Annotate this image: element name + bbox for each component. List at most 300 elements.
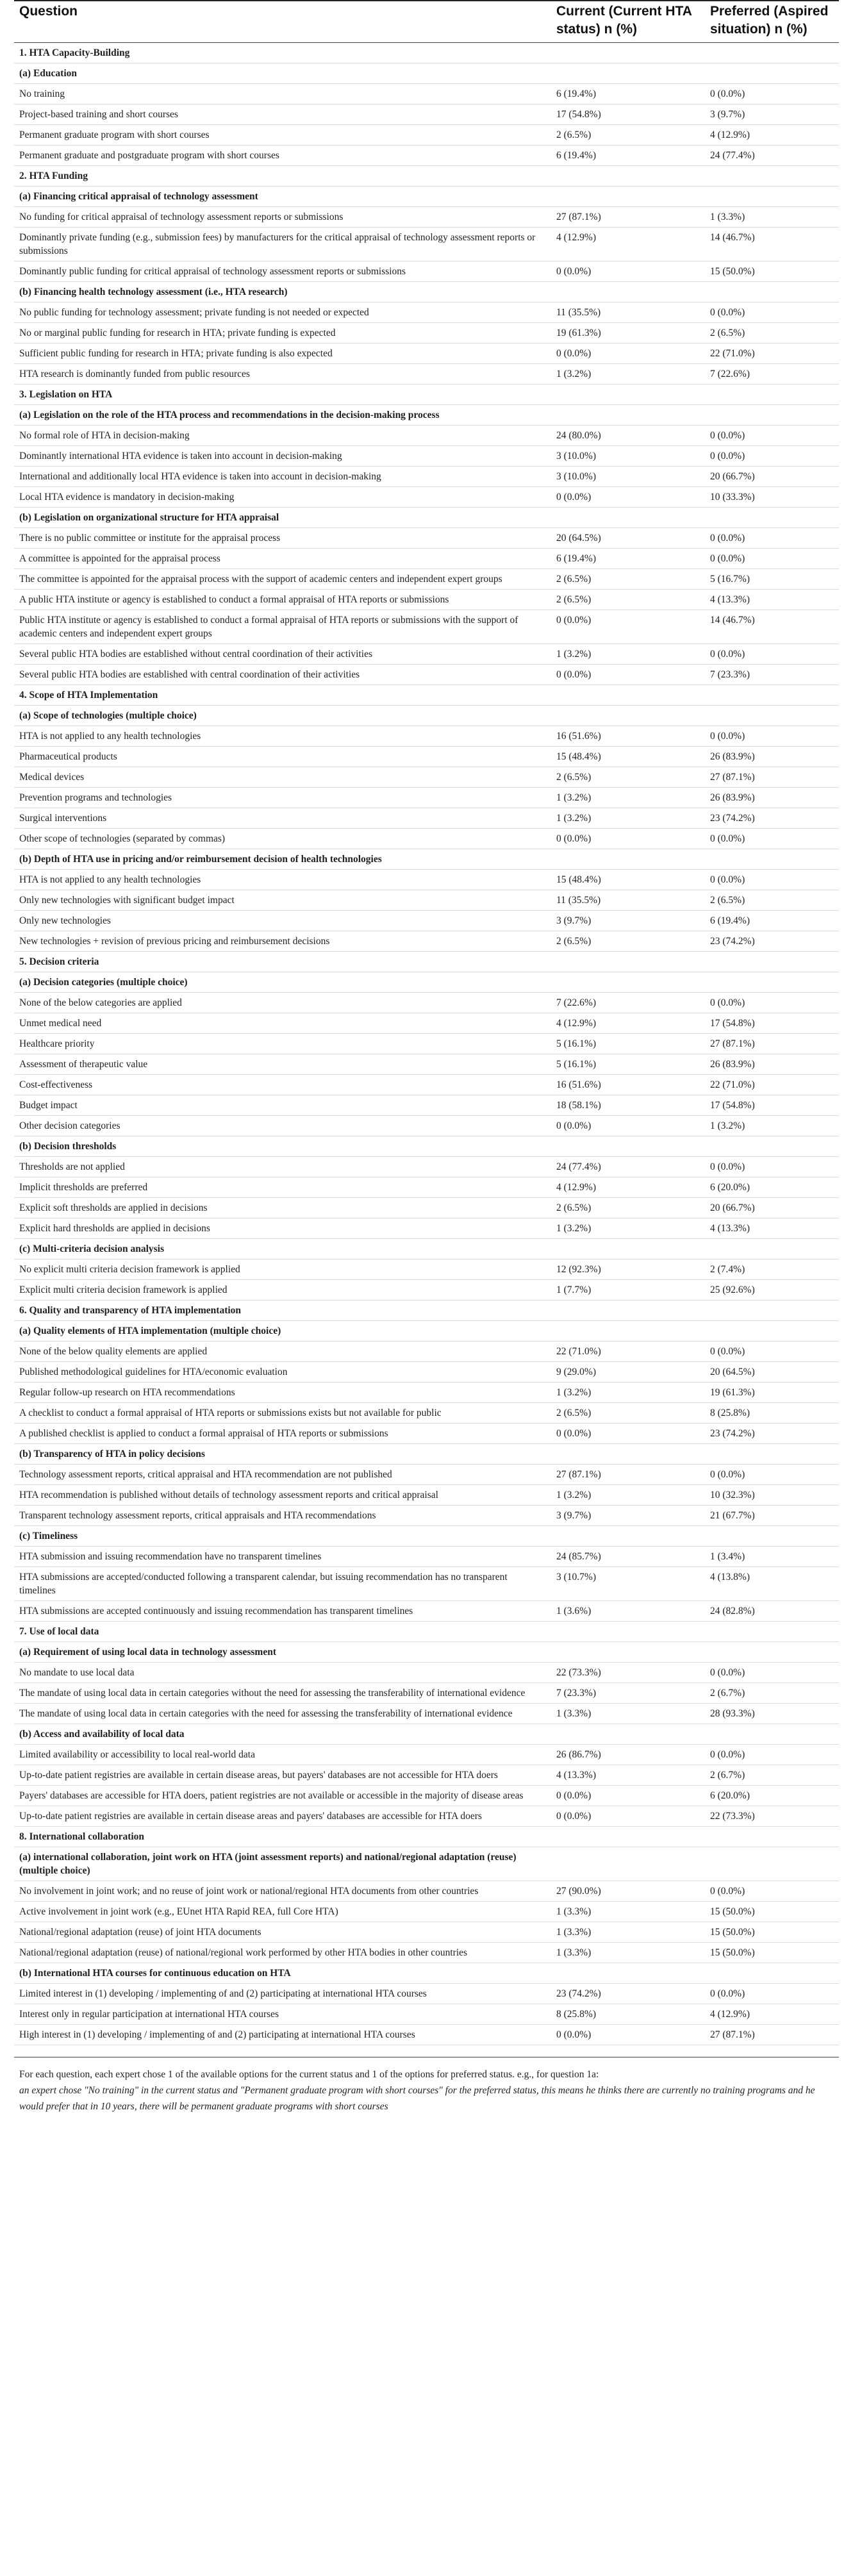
current-value: 27 (90.0%) bbox=[551, 1881, 705, 1902]
current-value bbox=[551, 1239, 705, 1259]
preferred-value: 20 (66.7%) bbox=[705, 467, 839, 487]
current-value: 8 (25.8%) bbox=[551, 2004, 705, 2025]
preferred-value: 4 (13.3%) bbox=[705, 1218, 839, 1239]
current-value: 3 (10.0%) bbox=[551, 467, 705, 487]
table-row bbox=[14, 1177, 839, 1198]
option-label: Sufficient public funding for research in HTA; private funding is also expected bbox=[14, 344, 551, 364]
option-label: No involvement in joint work; and no reuse of joint work or national/regional HTA documents from other countries bbox=[14, 1881, 551, 1902]
option-label: HTA is not applied to any health technologies bbox=[14, 870, 551, 890]
option-label: Limited interest in (1) developing / implementing of and (2) participating at international HTA courses bbox=[14, 1984, 551, 2004]
preferred-value: 27 (87.1%) bbox=[705, 1034, 839, 1054]
option-label: Explicit multi criteria decision framework is applied bbox=[14, 1280, 551, 1300]
subsection-title: (a) Quality elements of HTA implementation (multiple choice) bbox=[14, 1321, 551, 1342]
preferred-value: 10 (32.3%) bbox=[705, 1485, 839, 1506]
option-label: None of the below quality elements are applied bbox=[14, 1342, 551, 1362]
header-current: Current (Current HTA status) n (%) bbox=[556, 4, 692, 37]
preferred-value: 4 (13.3%) bbox=[705, 590, 839, 610]
option-label: Prevention programs and technologies bbox=[14, 788, 551, 808]
current-value: 5 (16.1%) bbox=[551, 1054, 705, 1075]
preferred-value bbox=[705, 1724, 839, 1745]
table-row bbox=[14, 1198, 839, 1218]
table-row bbox=[14, 829, 839, 849]
section-title: 8. International collaboration bbox=[14, 1827, 551, 1847]
table-body bbox=[14, 43, 839, 2045]
option-label: HTA recommendation is published without details of technology assessment reports and critical appraisal bbox=[14, 1485, 551, 1506]
option-label: No public funding for technology assessment; private funding is not needed or expected bbox=[14, 303, 551, 323]
option-label: Only new technologies with significant budget impact bbox=[14, 890, 551, 911]
option-label: Interest only in regular participation at international HTA courses bbox=[14, 2004, 551, 2025]
current-value: 1 (3.2%) bbox=[551, 788, 705, 808]
table-row bbox=[14, 1506, 839, 1526]
subsection-title: (b) Legislation on organizational structure for HTA appraisal bbox=[14, 508, 551, 528]
current-value bbox=[551, 385, 705, 405]
current-value bbox=[551, 282, 705, 303]
table-row bbox=[14, 1485, 839, 1506]
table-row bbox=[14, 528, 839, 549]
preferred-value: 14 (46.7%) bbox=[705, 228, 839, 262]
preferred-value: 0 (0.0%) bbox=[705, 1984, 839, 2004]
preferred-value bbox=[705, 1321, 839, 1342]
subsection-title: (b) International HTA courses for continuous education on HTA bbox=[14, 1963, 551, 1984]
option-label: Dominantly public funding for critical appraisal of technology assessment reports or submissions bbox=[14, 262, 551, 282]
preferred-value: 23 (74.2%) bbox=[705, 931, 839, 952]
preferred-value: 0 (0.0%) bbox=[705, 446, 839, 467]
table-row bbox=[14, 1943, 839, 1963]
current-value: 6 (19.4%) bbox=[551, 145, 705, 166]
option-label: A committee is appointed for the appraisal process bbox=[14, 549, 551, 569]
preferred-value: 23 (74.2%) bbox=[705, 808, 839, 829]
current-value: 2 (6.5%) bbox=[551, 125, 705, 145]
table-row bbox=[14, 1567, 839, 1601]
preferred-value bbox=[705, 1526, 839, 1547]
preferred-value: 26 (83.9%) bbox=[705, 747, 839, 767]
subsection-heading-row bbox=[14, 187, 839, 207]
preferred-value: 2 (6.5%) bbox=[705, 890, 839, 911]
subsection-heading-row bbox=[14, 972, 839, 993]
preferred-value: 7 (22.6%) bbox=[705, 364, 839, 385]
current-value bbox=[551, 1724, 705, 1745]
table-row bbox=[14, 590, 839, 610]
preferred-value: 2 (7.4%) bbox=[705, 1259, 839, 1280]
table-row bbox=[14, 1157, 839, 1177]
option-label: Public HTA institute or agency is established to conduct a formal appraisal of HTA reports or submissions with the support of academic centers and independent expert groups bbox=[14, 610, 551, 644]
option-label: Other scope of technologies (separated by commas) bbox=[14, 829, 551, 849]
preferred-value bbox=[705, 405, 839, 426]
current-value: 9 (29.0%) bbox=[551, 1362, 705, 1383]
preferred-value: 0 (0.0%) bbox=[705, 993, 839, 1013]
preferred-value: 3 (9.7%) bbox=[705, 104, 839, 125]
preferred-value: 22 (71.0%) bbox=[705, 344, 839, 364]
current-value: 0 (0.0%) bbox=[551, 487, 705, 508]
current-value bbox=[551, 1526, 705, 1547]
subsection-heading-row bbox=[14, 849, 839, 870]
option-label: International and additionally local HTA evidence is taken into account in decision-making bbox=[14, 467, 551, 487]
current-value: 4 (13.3%) bbox=[551, 1765, 705, 1786]
preferred-value: 17 (54.8%) bbox=[705, 1013, 839, 1034]
current-value bbox=[551, 849, 705, 870]
subsection-title: (a) Scope of technologies (multiple choice) bbox=[14, 706, 551, 726]
option-label: National/regional adaptation (reuse) of joint HTA documents bbox=[14, 1922, 551, 1943]
subsection-heading-row bbox=[14, 1724, 839, 1745]
table-row bbox=[14, 344, 839, 364]
section-title: 5. Decision criteria bbox=[14, 952, 551, 972]
table-row bbox=[14, 788, 839, 808]
current-value: 1 (3.2%) bbox=[551, 1218, 705, 1239]
subsection-title: (b) Transparency of HTA in policy decisions bbox=[14, 1444, 551, 1465]
table-row bbox=[14, 1704, 839, 1724]
preferred-value: 8 (25.8%) bbox=[705, 1403, 839, 1424]
option-label: The mandate of using local data in certain categories without the need for assessing the transferability of international evidence bbox=[14, 1683, 551, 1704]
current-value bbox=[551, 1321, 705, 1342]
preferred-value bbox=[705, 43, 839, 63]
preferred-value: 0 (0.0%) bbox=[705, 1157, 839, 1177]
preferred-value: 15 (50.0%) bbox=[705, 1902, 839, 1922]
subsection-title: (a) Legislation on the role of the HTA process and recommendations in the decision-making process bbox=[14, 405, 551, 426]
current-value: 1 (3.2%) bbox=[551, 1485, 705, 1506]
table-row bbox=[14, 1765, 839, 1786]
subsection-title: (a) Education bbox=[14, 63, 551, 84]
subsection-heading-row bbox=[14, 1321, 839, 1342]
table-row bbox=[14, 1745, 839, 1765]
preferred-value bbox=[705, 385, 839, 405]
option-label: A checklist to conduct a formal appraisal of HTA reports or submissions exists but not available for public bbox=[14, 1403, 551, 1424]
option-label: Dominantly international HTA evidence is taken into account in decision-making bbox=[14, 446, 551, 467]
preferred-value bbox=[705, 166, 839, 187]
preferred-value: 20 (64.5%) bbox=[705, 1362, 839, 1383]
preferred-value: 21 (67.7%) bbox=[705, 1506, 839, 1526]
option-label: Local HTA evidence is mandatory in decision-making bbox=[14, 487, 551, 508]
table-row bbox=[14, 426, 839, 446]
option-label: No formal role of HTA in decision-making bbox=[14, 426, 551, 446]
option-label: Healthcare priority bbox=[14, 1034, 551, 1054]
preferred-value: 0 (0.0%) bbox=[705, 1745, 839, 1765]
table-row bbox=[14, 911, 839, 931]
current-value: 0 (0.0%) bbox=[551, 262, 705, 282]
preferred-value bbox=[705, 972, 839, 993]
table-row bbox=[14, 487, 839, 508]
option-label: A published checklist is applied to conduct a formal appraisal of HTA reports or submissions bbox=[14, 1424, 551, 1444]
table-row bbox=[14, 125, 839, 145]
option-label: Published methodological guidelines for HTA/economic evaluation bbox=[14, 1362, 551, 1383]
preferred-value: 1 (3.2%) bbox=[705, 1116, 839, 1136]
preferred-value: 24 (77.4%) bbox=[705, 145, 839, 166]
section-heading-row bbox=[14, 43, 839, 63]
preferred-value bbox=[705, 1827, 839, 1847]
current-value: 1 (7.7%) bbox=[551, 1280, 705, 1300]
current-value: 6 (19.4%) bbox=[551, 84, 705, 104]
current-value: 1 (3.6%) bbox=[551, 1601, 705, 1622]
preferred-value: 0 (0.0%) bbox=[705, 549, 839, 569]
table-row bbox=[14, 1259, 839, 1280]
preferred-value: 2 (6.7%) bbox=[705, 1765, 839, 1786]
preferred-value: 0 (0.0%) bbox=[705, 829, 839, 849]
current-value: 7 (23.3%) bbox=[551, 1683, 705, 1704]
option-label: HTA research is dominantly funded from public resources bbox=[14, 364, 551, 385]
table-row bbox=[14, 1095, 839, 1116]
current-value bbox=[551, 1847, 705, 1881]
table-row bbox=[14, 569, 839, 590]
option-label: HTA is not applied to any health technologies bbox=[14, 726, 551, 747]
option-label: Dominantly private funding (e.g., submission fees) by manufacturers for the critical appraisal of technology assessment reports or submissions bbox=[14, 228, 551, 262]
preferred-value bbox=[705, 1444, 839, 1465]
preferred-value bbox=[705, 1239, 839, 1259]
table-row bbox=[14, 145, 839, 166]
current-value bbox=[551, 63, 705, 84]
preferred-value bbox=[705, 1136, 839, 1157]
subsection-heading-row bbox=[14, 63, 839, 84]
footnote-text: For each question, each expert chose 1 of the available options for the current status and 1 of the options for preferred status. e.g., for question 1a: bbox=[19, 2069, 599, 2080]
preferred-value: 25 (92.6%) bbox=[705, 1280, 839, 1300]
current-value: 4 (12.9%) bbox=[551, 228, 705, 262]
table-row bbox=[14, 1403, 839, 1424]
option-label: New technologies + revision of previous pricing and reimbursement decisions bbox=[14, 931, 551, 952]
header-question: Question bbox=[19, 4, 78, 19]
section-heading-row bbox=[14, 1827, 839, 1847]
preferred-value: 5 (16.7%) bbox=[705, 569, 839, 590]
current-value bbox=[551, 1444, 705, 1465]
option-label: Permanent graduate program with short courses bbox=[14, 125, 551, 145]
section-heading-row bbox=[14, 1622, 839, 1642]
option-label: HTA submission and issuing recommendation have no transparent timelines bbox=[14, 1547, 551, 1567]
preferred-value bbox=[705, 282, 839, 303]
current-value: 0 (0.0%) bbox=[551, 2025, 705, 2045]
current-value bbox=[551, 43, 705, 63]
current-value: 27 (87.1%) bbox=[551, 1465, 705, 1485]
preferred-value bbox=[705, 1300, 839, 1321]
table-row bbox=[14, 1786, 839, 1806]
section-heading-row bbox=[14, 1300, 839, 1321]
current-value: 0 (0.0%) bbox=[551, 1116, 705, 1136]
option-label: The mandate of using local data in certain categories with the need for assessing the transferability of international evidence bbox=[14, 1704, 551, 1724]
option-label: Limited availability or accessibility to local real-world data bbox=[14, 1745, 551, 1765]
preferred-value: 0 (0.0%) bbox=[705, 1342, 839, 1362]
option-label: Thresholds are not applied bbox=[14, 1157, 551, 1177]
table-row bbox=[14, 767, 839, 788]
section-title: 6. Quality and transparency of HTA implementation bbox=[14, 1300, 551, 1321]
current-value bbox=[551, 1642, 705, 1663]
subsection-title: (c) Timeliness bbox=[14, 1526, 551, 1547]
option-label: HTA submissions are accepted continuously and issuing recommendation has transparent timelines bbox=[14, 1601, 551, 1622]
preferred-value: 1 (3.3%) bbox=[705, 207, 839, 228]
preferred-value: 7 (23.3%) bbox=[705, 665, 839, 685]
current-value: 0 (0.0%) bbox=[551, 344, 705, 364]
option-label: Implicit thresholds are preferred bbox=[14, 1177, 551, 1198]
table-row bbox=[14, 1116, 839, 1136]
subsection-title: (b) Access and availability of local data bbox=[14, 1724, 551, 1745]
current-value: 3 (9.7%) bbox=[551, 911, 705, 931]
preferred-value: 2 (6.5%) bbox=[705, 323, 839, 344]
preferred-value: 0 (0.0%) bbox=[705, 726, 839, 747]
option-label: A public HTA institute or agency is established to conduct a formal appraisal of HTA reports or submissions bbox=[14, 590, 551, 610]
current-value: 18 (58.1%) bbox=[551, 1095, 705, 1116]
current-value bbox=[551, 952, 705, 972]
section-heading-row bbox=[14, 385, 839, 405]
current-value: 6 (19.4%) bbox=[551, 549, 705, 569]
preferred-value: 2 (6.7%) bbox=[705, 1683, 839, 1704]
current-value bbox=[551, 1136, 705, 1157]
option-label: Up-to-date patient registries are available in certain disease areas, but payers' databases are not accessible for HTA doers bbox=[14, 1765, 551, 1786]
preferred-value: 22 (71.0%) bbox=[705, 1075, 839, 1095]
option-label: Budget impact bbox=[14, 1095, 551, 1116]
section-heading-row bbox=[14, 952, 839, 972]
option-label: Assessment of therapeutic value bbox=[14, 1054, 551, 1075]
table-row bbox=[14, 207, 839, 228]
preferred-value: 0 (0.0%) bbox=[705, 1465, 839, 1485]
subsection-title: (b) Depth of HTA use in pricing and/or reimbursement decision of health technologies bbox=[14, 849, 551, 870]
preferred-value: 15 (50.0%) bbox=[705, 1922, 839, 1943]
current-value bbox=[551, 1622, 705, 1642]
current-value: 27 (87.1%) bbox=[551, 207, 705, 228]
option-label: HTA submissions are accepted/conducted following a transparent calendar, but issuing recommendation has no transparent timelines bbox=[14, 1567, 551, 1601]
section-title: 3. Legislation on HTA bbox=[14, 385, 551, 405]
preferred-value: 17 (54.8%) bbox=[705, 1095, 839, 1116]
table-row bbox=[14, 1218, 839, 1239]
option-label: Explicit soft thresholds are applied in decisions bbox=[14, 1198, 551, 1218]
subsection-title: (b) Financing health technology assessment (i.e., HTA research) bbox=[14, 282, 551, 303]
table-row bbox=[14, 665, 839, 685]
option-label: Explicit hard thresholds are applied in decisions bbox=[14, 1218, 551, 1239]
current-value: 3 (9.7%) bbox=[551, 1506, 705, 1526]
preferred-value: 0 (0.0%) bbox=[705, 1881, 839, 1902]
option-label: No funding for critical appraisal of technology assessment reports or submissions bbox=[14, 207, 551, 228]
footnote-example: an expert chose "No training" in the current status and "Permanent graduate program with short courses" for the preferred status, this means he thinks there are currently no training programs and he would prefer that in 10 years, there will be permanent graduate programs with short courses bbox=[19, 2085, 815, 2112]
current-value: 24 (80.0%) bbox=[551, 426, 705, 446]
table-row bbox=[14, 1601, 839, 1622]
option-label: Technology assessment reports, critical appraisal and HTA recommendation are not published bbox=[14, 1465, 551, 1485]
option-label: Several public HTA bodies are established with central coordination of their activities bbox=[14, 665, 551, 685]
current-value: 1 (3.2%) bbox=[551, 644, 705, 665]
preferred-value: 0 (0.0%) bbox=[705, 84, 839, 104]
table-row bbox=[14, 549, 839, 569]
option-label: The committee is appointed for the appraisal process with the support of academic centers and independent expert groups bbox=[14, 569, 551, 590]
current-value: 24 (85.7%) bbox=[551, 1547, 705, 1567]
option-label: Other decision categories bbox=[14, 1116, 551, 1136]
option-label: Several public HTA bodies are established without central coordination of their activities bbox=[14, 644, 551, 665]
current-value: 11 (35.5%) bbox=[551, 890, 705, 911]
option-label: Active involvement in joint work (e.g., EUnet HTA Rapid REA, full Core HTA) bbox=[14, 1902, 551, 1922]
subsection-heading-row bbox=[14, 1239, 839, 1259]
option-label: Payers' databases are accessible for HTA doers, patient registries are not available or accessible in the majority of disease areas bbox=[14, 1786, 551, 1806]
preferred-value: 6 (19.4%) bbox=[705, 911, 839, 931]
current-value: 2 (6.5%) bbox=[551, 1198, 705, 1218]
table-row bbox=[14, 726, 839, 747]
current-value: 15 (48.4%) bbox=[551, 747, 705, 767]
preferred-value: 28 (93.3%) bbox=[705, 1704, 839, 1724]
table-row bbox=[14, 931, 839, 952]
current-value bbox=[551, 706, 705, 726]
current-value: 0 (0.0%) bbox=[551, 1806, 705, 1827]
option-label: No or marginal public funding for research in HTA; private funding is expected bbox=[14, 323, 551, 344]
current-value: 19 (61.3%) bbox=[551, 323, 705, 344]
subsection-heading-row bbox=[14, 1526, 839, 1547]
option-label: None of the below categories are applied bbox=[14, 993, 551, 1013]
table-row bbox=[14, 1075, 839, 1095]
table-row bbox=[14, 1383, 839, 1403]
preferred-value bbox=[705, 1642, 839, 1663]
preferred-value: 10 (33.3%) bbox=[705, 487, 839, 508]
current-value: 11 (35.5%) bbox=[551, 303, 705, 323]
option-label: Regular follow-up research on HTA recommendations bbox=[14, 1383, 551, 1403]
current-value: 3 (10.7%) bbox=[551, 1567, 705, 1601]
preferred-value: 0 (0.0%) bbox=[705, 1663, 839, 1683]
option-label: No mandate to use local data bbox=[14, 1663, 551, 1683]
section-title: 1. HTA Capacity-Building bbox=[14, 43, 551, 63]
preferred-value: 24 (82.8%) bbox=[705, 1601, 839, 1622]
current-value: 16 (51.6%) bbox=[551, 1075, 705, 1095]
option-label: Pharmaceutical products bbox=[14, 747, 551, 767]
subsection-title: (a) international collaboration, joint work on HTA (joint assessment reports) and national/regional adaptation (reuse) (multiple choice) bbox=[14, 1847, 551, 1881]
preferred-value: 1 (3.4%) bbox=[705, 1547, 839, 1567]
option-label: Cost-effectiveness bbox=[14, 1075, 551, 1095]
current-value: 26 (86.7%) bbox=[551, 1745, 705, 1765]
table-row bbox=[14, 104, 839, 125]
table-row bbox=[14, 262, 839, 282]
current-value: 0 (0.0%) bbox=[551, 829, 705, 849]
preferred-value: 0 (0.0%) bbox=[705, 644, 839, 665]
preferred-value: 6 (20.0%) bbox=[705, 1177, 839, 1198]
option-label: Only new technologies bbox=[14, 911, 551, 931]
table-row bbox=[14, 1362, 839, 1383]
table-row bbox=[14, 364, 839, 385]
current-value: 3 (10.0%) bbox=[551, 446, 705, 467]
current-value bbox=[551, 685, 705, 706]
current-value: 1 (3.3%) bbox=[551, 1902, 705, 1922]
preferred-value: 4 (12.9%) bbox=[705, 125, 839, 145]
current-value: 2 (6.5%) bbox=[551, 767, 705, 788]
preferred-value bbox=[705, 706, 839, 726]
preferred-value bbox=[705, 952, 839, 972]
current-value: 23 (74.2%) bbox=[551, 1984, 705, 2004]
preferred-value: 22 (73.3%) bbox=[705, 1806, 839, 1827]
preferred-value: 23 (74.2%) bbox=[705, 1424, 839, 1444]
preferred-value: 14 (46.7%) bbox=[705, 610, 839, 644]
current-value: 0 (0.0%) bbox=[551, 1424, 705, 1444]
table-row bbox=[14, 1902, 839, 1922]
subsection-heading-row bbox=[14, 1136, 839, 1157]
table-row bbox=[14, 1881, 839, 1902]
preferred-value bbox=[705, 508, 839, 528]
preferred-value bbox=[705, 1847, 839, 1881]
table-row bbox=[14, 2025, 839, 2045]
current-value bbox=[551, 187, 705, 207]
table-row bbox=[14, 467, 839, 487]
preferred-value bbox=[705, 1622, 839, 1642]
preferred-value bbox=[705, 63, 839, 84]
section-title: 7. Use of local data bbox=[14, 1622, 551, 1642]
current-value: 7 (22.6%) bbox=[551, 993, 705, 1013]
table-row bbox=[14, 1280, 839, 1300]
subsection-heading-row bbox=[14, 405, 839, 426]
preferred-value: 27 (87.1%) bbox=[705, 2025, 839, 2045]
option-label: Up-to-date patient registries are available in certain disease areas and payers' databases are accessible for HTA doers bbox=[14, 1806, 551, 1827]
preferred-value: 15 (50.0%) bbox=[705, 1943, 839, 1963]
preferred-value bbox=[705, 187, 839, 207]
table-row bbox=[14, 446, 839, 467]
table-row bbox=[14, 303, 839, 323]
preferred-value: 20 (66.7%) bbox=[705, 1198, 839, 1218]
current-value: 5 (16.1%) bbox=[551, 1034, 705, 1054]
current-value bbox=[551, 1300, 705, 1321]
current-value: 22 (71.0%) bbox=[551, 1342, 705, 1362]
current-value: 22 (73.3%) bbox=[551, 1663, 705, 1683]
current-value: 1 (3.2%) bbox=[551, 364, 705, 385]
section-heading-row bbox=[14, 166, 839, 187]
preferred-value: 19 (61.3%) bbox=[705, 1383, 839, 1403]
option-label: National/regional adaptation (reuse) of national/regional work performed by other HTA bodies in other countries bbox=[14, 1943, 551, 1963]
current-value: 1 (3.3%) bbox=[551, 1922, 705, 1943]
table-row bbox=[14, 1683, 839, 1704]
section-title: 4. Scope of HTA Implementation bbox=[14, 685, 551, 706]
